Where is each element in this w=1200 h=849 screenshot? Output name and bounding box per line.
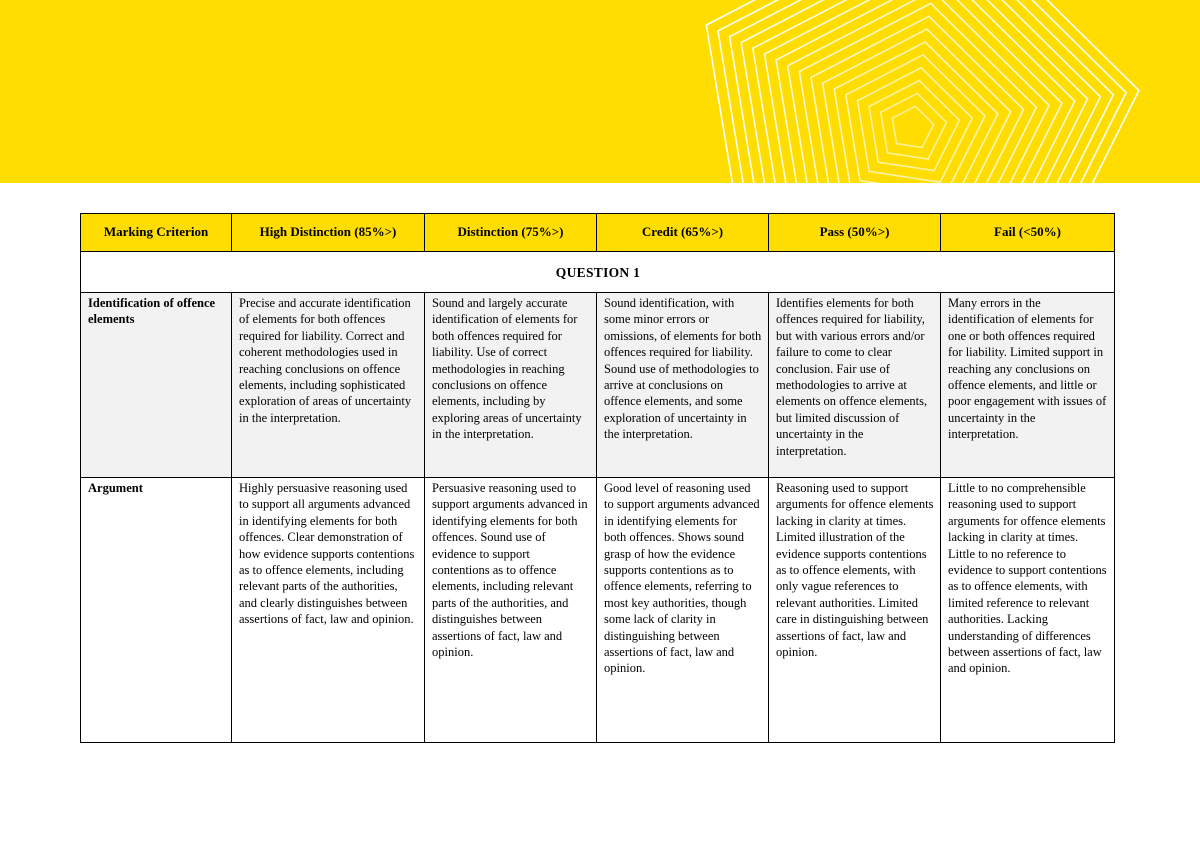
table-cell: Reasoning used to support arguments for offence elements lacking in clarity at times. Limited illustration of the evidence supports contentions as to offence elements, with only vague references to relevant authorities. Limited care in distinguishing between assertions of fact, law and opinion.	[769, 478, 941, 743]
table-cell: Highly persuasive reasoning used to support all arguments advanced in identifying elements for both offences. Clear demonstration of how evidence supports contentions as to offence elements, including relevant parts of the authorities, and clearly distinguishes between assertions of fact, law and opinion.	[232, 478, 425, 743]
pentagon-line	[788, 0, 1049, 183]
table-row	[81, 293, 1115, 478]
pentagon-line	[846, 55, 985, 183]
question-title: QUESTION 1	[81, 252, 1115, 293]
question-row	[81, 252, 1115, 293]
pentagon-line	[823, 29, 1011, 183]
header-marking-criterion: Marking Criterion	[81, 214, 232, 252]
header-credit: Credit (65%>)	[597, 214, 769, 252]
table-cell: Sound and largely accurate identification of elements for both offences required for liability. Use of correct methodologies in reaching conclusions on offence elements, including by exploring areas of uncertainty in the interpretation.	[425, 293, 597, 478]
table-cell: Little to no comprehensible reasoning used to support arguments for offence elements lacking in clarity at times. Little to no reference to evidence to support contentions as to offence elements, with limited reference to relevant authorities. Lacking understanding of differences between assertions of fact, law and opinion.	[941, 478, 1115, 743]
header-row	[81, 214, 1115, 252]
criterion-argument: Argument	[81, 478, 232, 743]
criterion-identification: Identification of offence elements	[81, 293, 232, 478]
table-cell: Sound identification, with some minor errors or omissions, of elements for both offences required for liability. Sound use of methodologies to arrive at conclusions on offence elements, and some exploration of uncertainty in the interpretation.	[597, 293, 769, 478]
table-cell: Precise and accurate identification of elements for both offences required for liability. Correct and coherent methodologies used in reaching conclusions on offence elements, including sophisticated exploration of areas of uncertainty in the interpretation.	[232, 293, 425, 478]
pentagon-line	[892, 106, 933, 147]
header-high-distinction: High Distinction (85%>)	[232, 214, 425, 252]
pentagon-line	[858, 68, 973, 183]
marking-rubric-table	[80, 213, 1115, 743]
table-cell: Good level of reasoning used to support arguments advanced in identifying elements for both offences. Shows sound grasp of how the evidence supports contentions as to offence elements, referring to most key authorities, though some lack of clarity in distinguishing between assertions of fact, law and opinion.	[597, 478, 769, 743]
header-fail: Fail (<50%)	[941, 214, 1115, 252]
pentagon-line	[741, 0, 1100, 183]
header-distinction: Distinction (75%>)	[425, 214, 597, 252]
pentagon-line	[730, 0, 1114, 183]
table-row	[81, 478, 1115, 743]
pentagon-line	[881, 93, 947, 159]
table-cell: Many errors in the identification of elements for one or both offences required for liability. Limited support in reaching any conclusions on offence elements, and little or poor engagement with issues of uncertainty in the interpretation.	[941, 293, 1115, 478]
concentric-pentagon-graphic	[0, 0, 1200, 183]
header-pass: Pass (50%>)	[769, 214, 941, 252]
table-cell: Identifies elements for both offences required for liability, but with various errors and/or failure to come to clear conclusion. Fair use of methodologies to arrive at elements on offence elements, but limited discussion of uncertainty in the interpretation.	[769, 293, 941, 478]
header-banner	[0, 0, 1200, 183]
table-cell: Persuasive reasoning used to support arguments advanced in identifying elements for both offences. Sound use of evidence to support contentions as to offence elements, including relevant parts of the authorities, and distinguishes between assertions of fact, law and opinion.	[425, 478, 597, 743]
pentagon-line	[765, 0, 1075, 183]
